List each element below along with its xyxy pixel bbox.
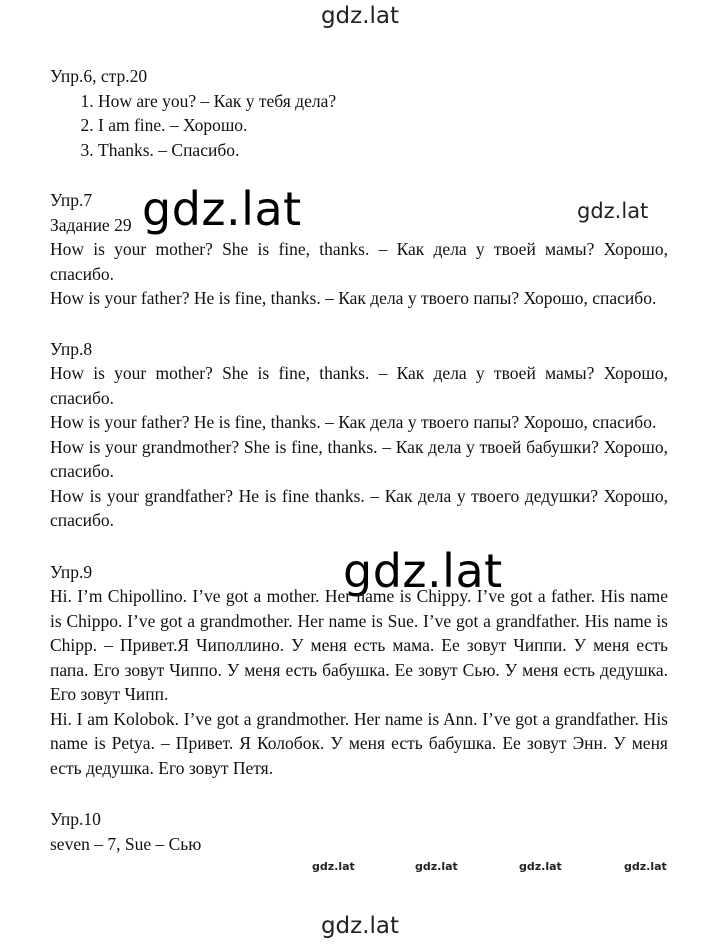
numbered-list: [50, 89, 668, 163]
list-item: 3. Thanks. – Спасибо.: [98, 138, 668, 163]
watermark-small: gdz.lat: [624, 860, 667, 873]
task-subheading: Задание 29: [50, 214, 132, 235]
exercise-7: [50, 188, 668, 311]
paragraph: How is your mother? She is fine, thanks. – Как дела у твоей мамы? Хорошо, спасибо.: [50, 239, 668, 284]
watermark-top: gdz.lat: [320, 3, 400, 29]
exercise-6: [50, 64, 668, 162]
paragraph: How is your grandfather? He is fine thanks. – Как дела у твоего дедушки? Хорошо, спасибо.: [50, 485, 668, 530]
watermark-large: gdz.lat: [142, 182, 302, 236]
paragraph: How is your father? He is fine, thanks. – Как дела у твоего папы? Хорошо, спасибо.: [50, 412, 657, 432]
exercise-heading: Упр.7: [50, 190, 93, 210]
watermark-small: gdz.lat: [415, 860, 458, 873]
exercise-9: [50, 560, 668, 781]
paragraph: How is your grandmother? She is fine, thanks. – Как дела у твоей бабушки? Хорошо, спасибо.: [50, 436, 668, 481]
paragraph: Hi. I’m Chipollino. I’ve got a mother. Her name is Chippy. I’ve got a father. His name is Chippo. I’ve got a grandmother. Her name is Sue. I’ve got a grandfather. His name is Chipp. – Привет.Я Чиполлино. У меня есть мама. Ее зовут Чиппи. У меня есть папа. Его зовут Чиппо. У меня есть бабушка. Ее зовут Сью. У меня есть дедушка. Его зовут Чипп.: [50, 586, 668, 704]
watermark-small: gdz.lat: [312, 860, 355, 873]
list-item: 2. I am fine. – Хорошо.: [98, 113, 668, 138]
list-item: 1. How are you? – Как у тебя дела?: [98, 89, 668, 114]
watermark-medium: gdz.lat: [577, 199, 649, 223]
exercise-8: [50, 337, 668, 533]
exercise-heading: Упр.6, стр.20: [50, 66, 148, 86]
watermark-bottom: gdz.lat: [320, 913, 400, 939]
paragraph: Hi. I am Kolobok. I’ve got a grandmother. Her name is Ann. I’ve got a grandfather. His name is Petya. – Привет. Я Колобок. У меня есть бабушка. Ее зовут Энн. У меня есть дедушка. Его зовут Петя.: [50, 708, 668, 778]
paragraph: seven – 7, Sue – Сью: [50, 833, 202, 854]
paragraph: How is your father? He is fine, thanks. – Как дела у твоего папы? Хорошо, спасибо.: [50, 288, 657, 308]
watermark-small: gdz.lat: [519, 860, 562, 873]
exercise-heading: Упр.10: [50, 809, 101, 829]
document-body: [50, 64, 668, 856]
exercise-10: [50, 807, 668, 856]
exercise-heading: Упр.9: [50, 561, 93, 582]
exercise-heading: Упр.8: [50, 338, 93, 359]
paragraph: How is your mother? She is fine, thanks. – Как дела у твоей мамы? Хорошо, спасибо.: [50, 363, 668, 408]
watermark-large: gdz.lat: [343, 544, 503, 598]
